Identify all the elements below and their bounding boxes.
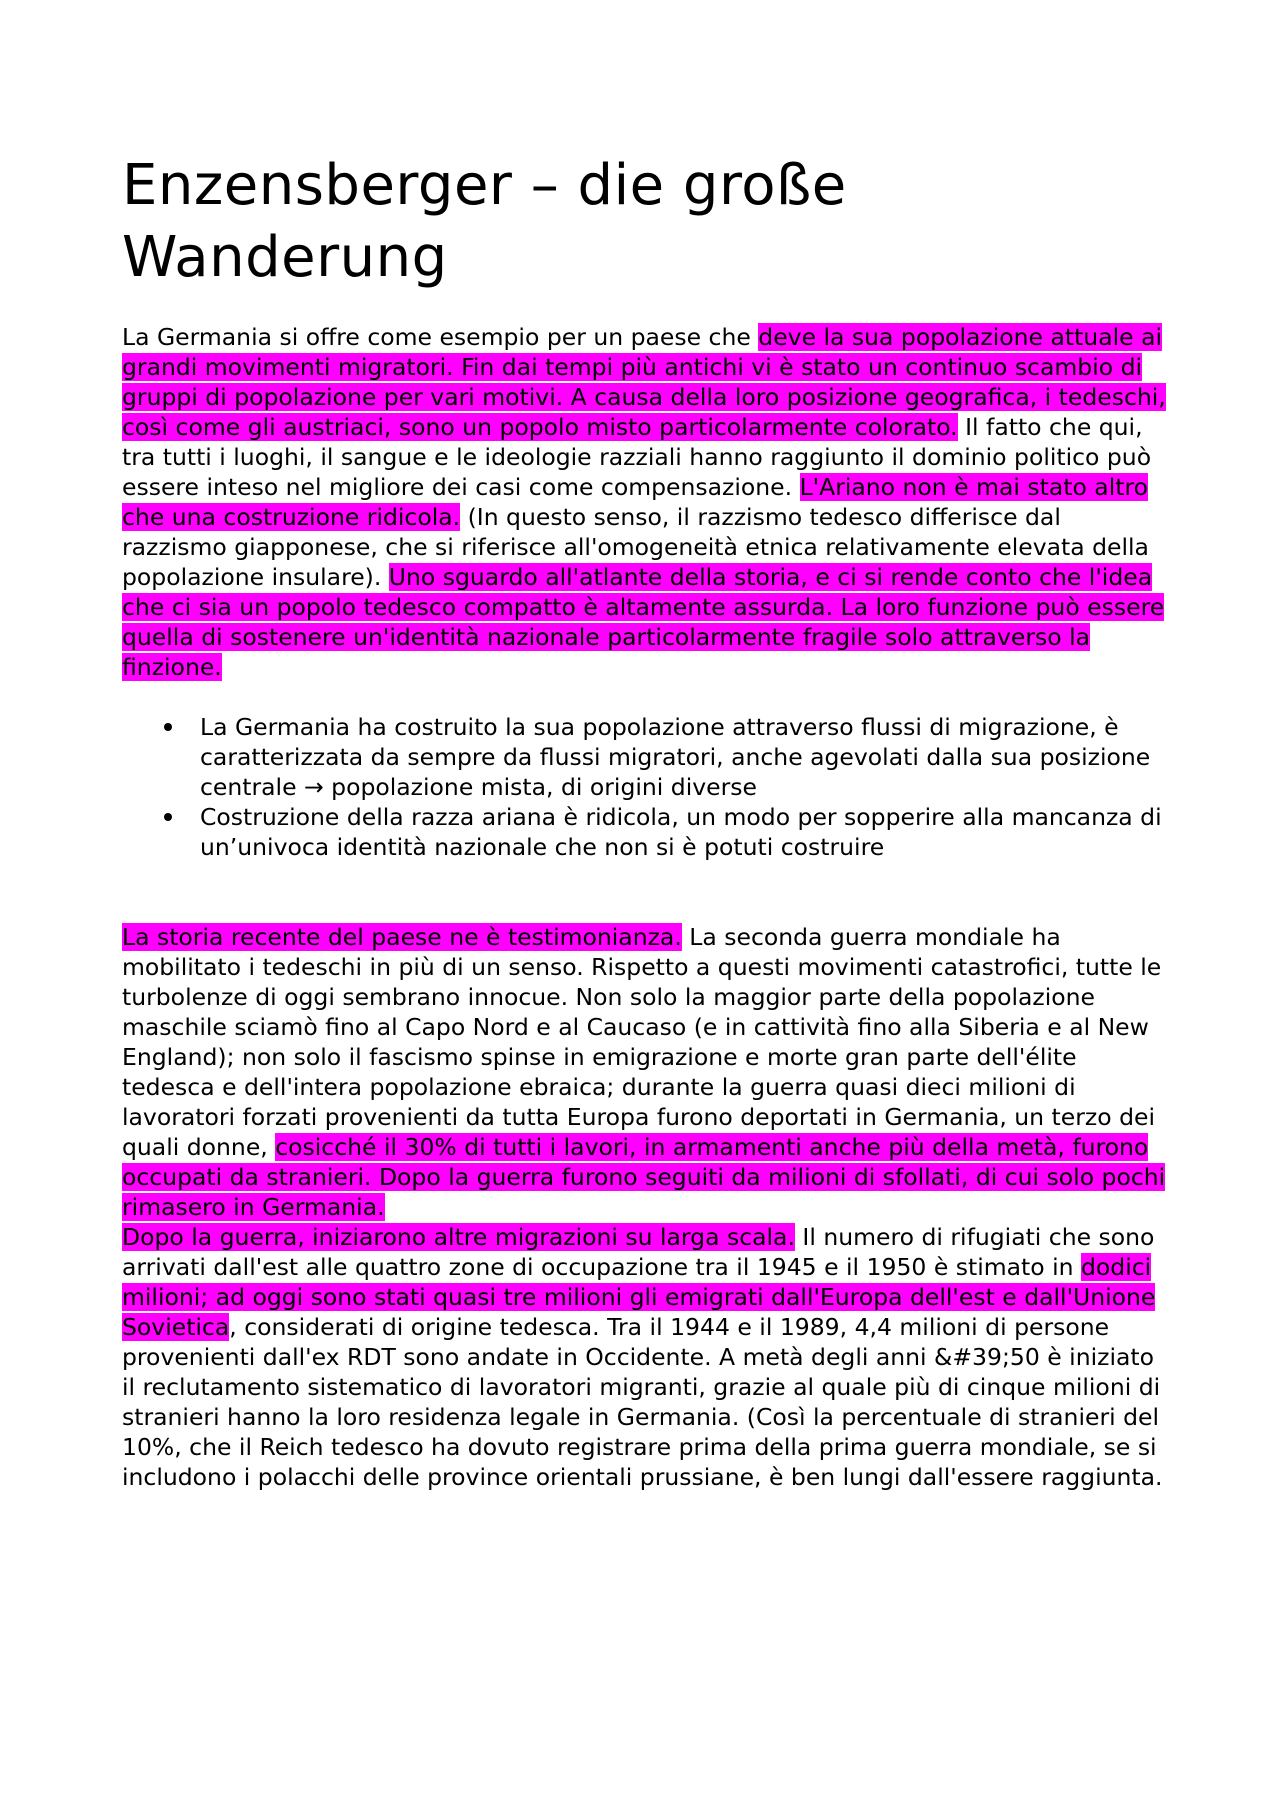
document-title: Enzensberger – die große Wanderung bbox=[122, 153, 847, 290]
bullet-item bbox=[122, 802, 1167, 862]
highlighted-text: Uno sguardo all'atlante della storia, e ci si rende conto che l'idea che ci sia un popolo tedesco compatto è altamente assurda. La loro funzione può essere quella di sostenere un'identità nazionale particolarmente fragile solo attraverso la finzione. bbox=[122, 563, 1165, 681]
highlighted-text: dodici milioni; ad oggi sono stati quasi tre milioni gli emigrati dall'Europa dell'est e dall'Unione Sovietica bbox=[122, 1253, 1156, 1341]
paragraph-postwar bbox=[122, 1222, 1167, 1492]
paragraph-wwii bbox=[122, 922, 1167, 1222]
text-run: , considerati di origine tedesca. Tra il 1944 e il 1989, 4,4 milioni di persone provenienti dall'ex RDT sono andate in Occidente. A metà degli anni &#39;50 è iniziato il reclutamento sistematico di lavoratori migranti, grazie al quale più di cinque milioni di stranieri hanno la loro residenza legale in Germania. (Così la percentuale di stranieri del 10%, che il Reich tedesco ha dovuto registrare prima della prima guerra mondiale, se si includono i polacchi delle province orientali prussiane, è ben lungi dall'essere raggiunta. bbox=[122, 1313, 1163, 1491]
text-run: Il numero di rifugiati che sono arrivati dall'est alle quattro zone di occupazione tra il 1945 e il 1950 è stimato in bbox=[122, 1223, 1155, 1281]
text-run: Il fatto che qui, tra tutti i luoghi, il sangue e le ideologie razziali hanno raggiunto il dominio politico può essere inteso nel migliore dei casi come compensazione. bbox=[122, 413, 1152, 501]
bullet-icon bbox=[164, 813, 172, 821]
bullet-text: Costruzione della razza ariana è ridicola, un modo per sopperire alla mancanza di un’univoca identità nazionale che non si è potuti costruire bbox=[200, 803, 1162, 861]
highlighted-text: deve la sua popolazione attuale ai grandi movimenti migratori. Fin dai tempi più antichi vi è stato un continuo scambio di gruppi di popolazione per vari motivi. A causa della loro posizione geografica, i tedeschi, così come gli austriaci, sono un popolo misto particolarmente colorato. bbox=[122, 323, 1166, 441]
document-page bbox=[122, 150, 1167, 1492]
text-run: (In questo senso, il razzismo tedesco differisce dal razzismo giapponese, che si riferisce all'omogeneità etnica relativamente elevata della popolazione insulare). bbox=[122, 503, 1149, 591]
spacer bbox=[122, 862, 1167, 922]
highlighted-text: Dopo la guerra, iniziarono altre migrazioni su larga scala. bbox=[122, 1223, 795, 1251]
bullet-text: La Germania ha costruito la sua popolazione attraverso flussi di migrazione, è caratterizzata da sempre da flussi migratori, anche agevolati dalla sua posizione centrale → popolazione mista, di origini diverse bbox=[200, 713, 1151, 801]
highlighted-text: L'Ariano non è mai stato altro che una costruzione ridicola. bbox=[122, 473, 1148, 531]
bullet-list bbox=[122, 712, 1167, 862]
highlighted-text: La storia recente del paese ne è testimonianza. bbox=[122, 923, 682, 951]
bullet-icon bbox=[164, 723, 172, 731]
paragraph-intro bbox=[122, 322, 1167, 682]
text-run: La seconda guerra mondiale ha mobilitato i tedeschi in più di un senso. Rispetto a questi movimenti catastrofici, tutte le turbolenze di oggi sembrano innocue. Non solo la maggior parte della popolazione maschile sciamò fino al Capo Nord e al Caucaso (e in cattività fino alla Siberia e al New England); non solo il fascismo spinse in emigrazione e morte gran parte dell'élite tedesca e dell'intera popolazione ebraica; durante la guerra quasi dieci milioni di lavoratori forzati provenienti da tutta Europa furono deportati in Germania, un terzo dei quali donne, bbox=[122, 923, 1162, 1161]
highlighted-text: cosicché il 30% di tutti i lavori, in armamenti anche più della metà, furono occupati da stranieri. Dopo la guerra furono seguiti da milioni di sfollati, di cui solo pochi rimasero in Germania. bbox=[122, 1133, 1166, 1221]
text-run: La Germania si offre come esempio per un paese che bbox=[122, 323, 759, 351]
bullet-item bbox=[122, 712, 1167, 802]
